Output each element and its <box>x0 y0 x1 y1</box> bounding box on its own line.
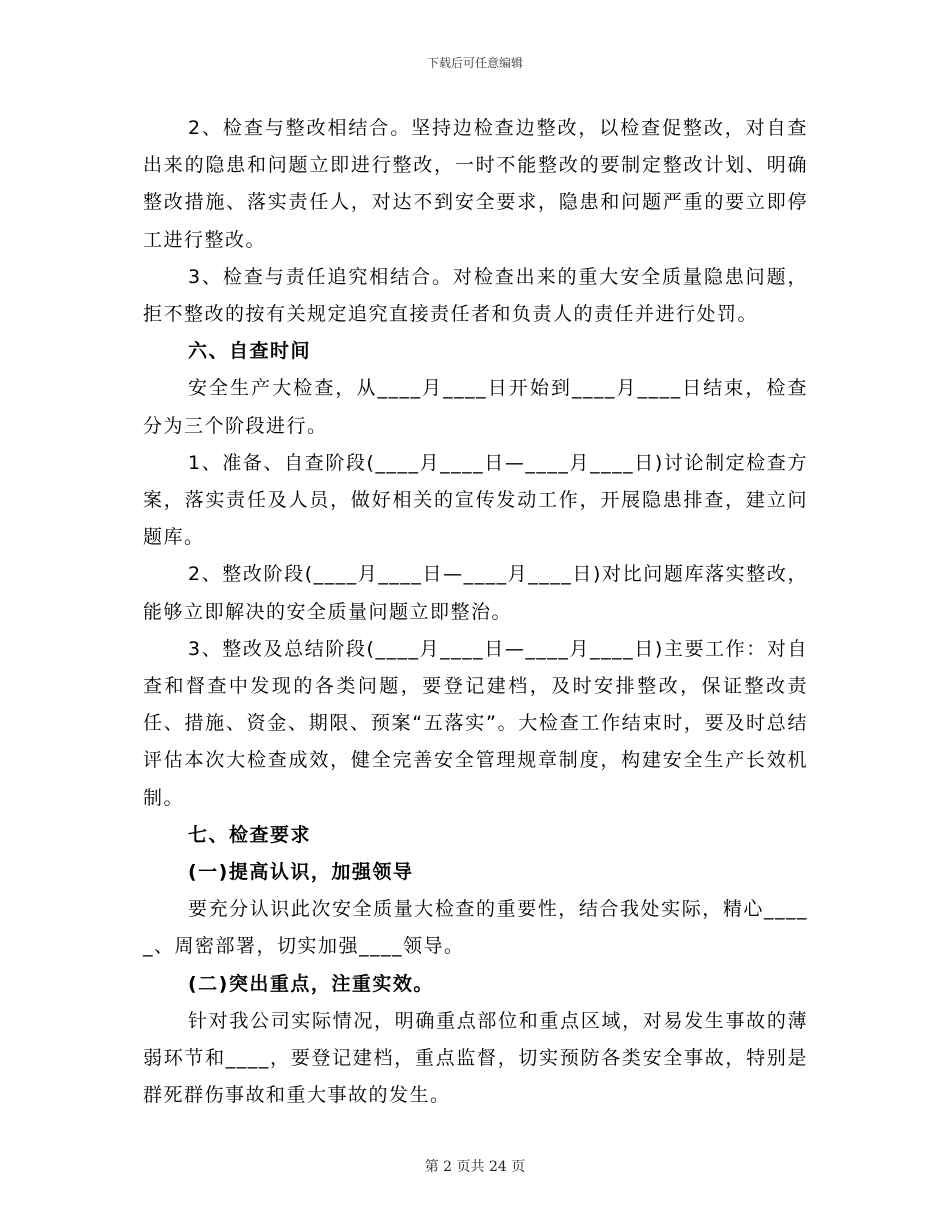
paragraph-raise-awareness: 要充分认识此次安全质量大检查的重要性，结合我处实际，精心_____、周密部署，切实加强____领导。 <box>143 898 808 958</box>
paragraph-self-check-period: 安全生产大检查，从____月____日开始到____月____日结束，检查分为三个阶段进行。 <box>143 377 808 437</box>
paragraph-inspection-accountability: 3、检查与责任追究相结合。对检查出来的重大安全质量隐患问题，拒不整改的按有关规定追究直接责任者和负责人的责任并进行处罚。 <box>143 265 808 326</box>
paragraph-highlight-priorities: 针对我公司实际情况，明确重点部位和重点区域，对易发生事故的薄弱环节和____，要登记建档，重点监督，切实预防各类安全事故，特别是群死群伤事故和重大事故的发生。 <box>143 1009 808 1107</box>
paragraph-inspection-rectification: 2、检查与整改相结合。坚持边检查边整改，以检查促整改，对自查出来的隐患和问题立即进行整改，一时不能整改的要制定整改计划、明确整改措施、落实责任人，对达不到安全要求，隐患和问题严重的要立即停工进行整改。 <box>143 117 808 251</box>
subheading-highlight-priorities: (二)突出重点，注重实效。 <box>188 972 434 995</box>
document-body <box>143 110 808 1114</box>
paragraph-rectification-stage: 2、整改阶段(____月____日—____月____日)对比问题库落实整改，能够立即解决的安全质量问题立即整治。 <box>143 563 808 623</box>
paragraph-preparation-stage: 1、准备、自查阶段(____月____日—____月____日)讨论制定检查方案，落实责任及人员，做好相关的宣传发动工作，开展隐患排查，建立问题库。 <box>143 451 808 549</box>
paragraph-summary-stage: 3、整改及总结阶段(____月____日—____月____日)主要工作：对自查和督查中发现的各类问题，要登记建档，及时安排整改，保证整改责任、措施、资金、期限、预案“五落实”。大检查工作结束时，要及时总结评估本次大检查成效，健全完善安全管理规章制度，构建安全生产长效机制。 <box>143 637 808 809</box>
page-number: 第 2 页共 24 页 <box>424 1159 526 1175</box>
subheading-raise-awareness: (一)提高认识，加强领导 <box>188 861 414 884</box>
section-heading-inspection-requirements: 七、检查要求 <box>188 823 312 846</box>
section-heading-self-check-time: 六、自查时间 <box>188 340 312 363</box>
page-header: 下载后可任意编辑 <box>426 56 523 70</box>
